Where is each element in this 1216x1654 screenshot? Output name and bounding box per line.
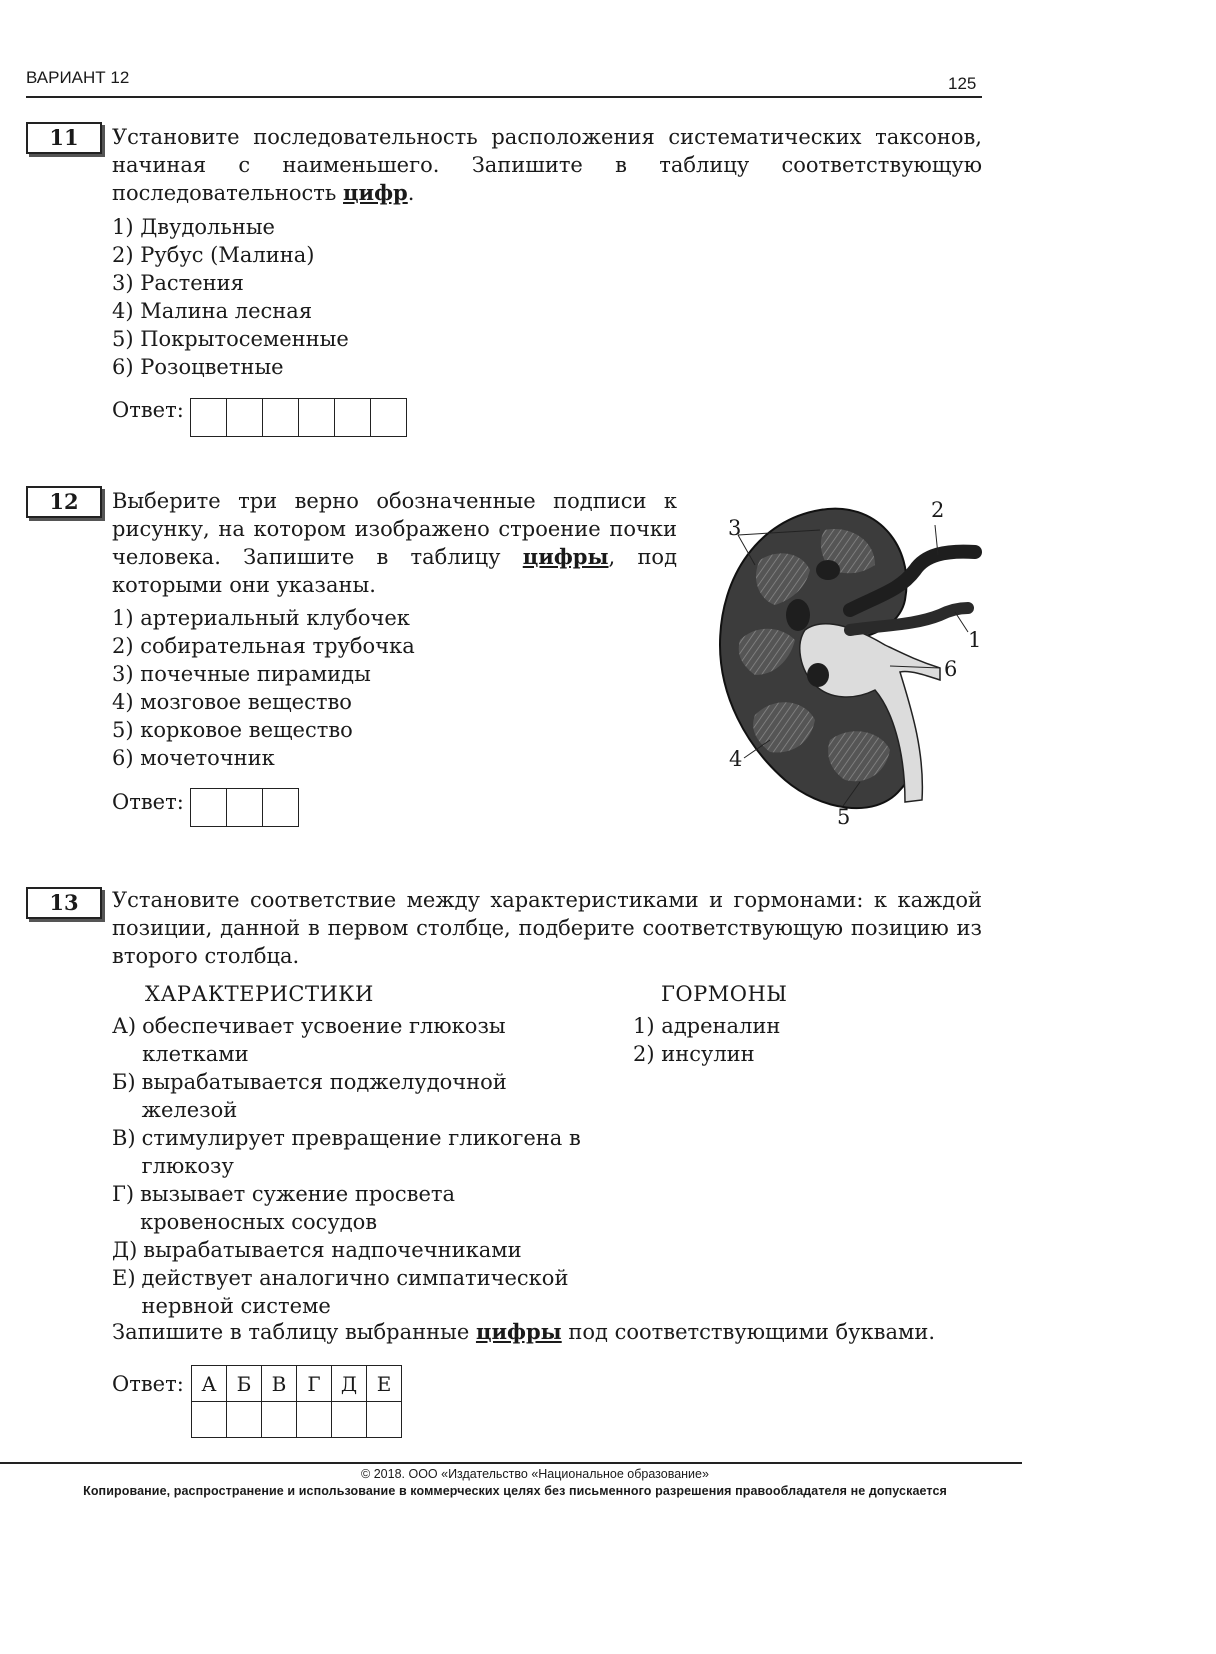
q12-keyword: цифры: [522, 544, 609, 569]
calyx: [816, 560, 840, 580]
table-header-cell: А: [192, 1366, 227, 1402]
list-item: 1) адреналин: [633, 1014, 781, 1038]
hormones-header: ГОРМОНЫ: [661, 982, 788, 1006]
question-number-13: 13: [26, 887, 102, 919]
page-number: 125: [948, 74, 977, 93]
table-header-cell: Д: [332, 1366, 367, 1402]
answer-cell[interactable]: [227, 1402, 262, 1438]
list-item: 6) Розоцветные: [112, 355, 284, 379]
list-item: А) обеспечивает усвоение глюкозы клетками: [112, 1014, 506, 1066]
answer-cell[interactable]: [371, 399, 406, 436]
answer-cell[interactable]: [299, 399, 335, 436]
answer-cell[interactable]: [191, 789, 227, 826]
table-header-cell: Б: [227, 1366, 262, 1402]
list-item: 1) артериальный клубочек: [112, 606, 410, 630]
list-item: 4) мозговое вещество: [112, 690, 352, 714]
table-header-cell: В: [262, 1366, 297, 1402]
list-item: 4) Малина лесная: [112, 299, 313, 323]
answer-cell[interactable]: [367, 1402, 402, 1438]
leader-line: [955, 612, 968, 632]
list-item: Г) вызывает сужение просвета кровеносных сосудов: [112, 1182, 456, 1234]
question-number-12: 12: [26, 486, 102, 518]
q11-options: [112, 213, 349, 381]
figure-label-1: 1: [968, 628, 982, 652]
answer-cell[interactable]: [263, 399, 299, 436]
q13-keyword: цифры: [475, 1319, 562, 1344]
q12-text: Выберите три верно обозначенные подписи к рисунку, на котором изображено строение почки человека. Запишите в таблицу цифры, под которыми они указаны.: [112, 489, 678, 597]
footer-rule: [0, 1462, 1022, 1464]
header-rule: [26, 96, 982, 98]
list-item: 2) Рубус (Малина): [112, 243, 315, 267]
q13-answer-label: Ответ:: [112, 1372, 184, 1396]
list-item: Б) вырабатывается поджелудочной железой: [112, 1070, 507, 1122]
figure-label-2: 2: [931, 498, 945, 522]
list-item: 6) мочеточник: [112, 746, 275, 770]
characteristics-header: ХАРАКТЕРИСТИКИ: [145, 982, 374, 1006]
list-item: Е) действует аналогично симпатической нервной системе: [112, 1266, 569, 1318]
q13-instruction: Запишите в таблицу выбранные цифры под соответствующими буквами.: [112, 1319, 936, 1344]
figure-label-6: 6: [944, 657, 958, 681]
list-item: 2) инсулин: [633, 1042, 755, 1066]
list-item: 5) Покрытосеменные: [112, 327, 349, 351]
answer-cell[interactable]: [332, 1402, 367, 1438]
q12-answer-boxes[interactable]: [190, 788, 299, 827]
q11-text: Установите последовательность расположения систематических таксонов, начиная с наименьшего. Запишите в таблицу соответствующую последовательность цифр.: [112, 125, 982, 205]
table-header-cell: Е: [367, 1366, 402, 1402]
q13-text: Установите соответствие между характеристиками и гормонами: к каждой позиции, данной в первом столбце, подберите соответствующую позицию из второго столбца.: [112, 888, 982, 968]
footer-copyright: © 2018. ООО «Издательство «Национальное образование»: [361, 1467, 709, 1481]
calyx: [786, 599, 810, 631]
figure-label-4: 4: [729, 747, 743, 771]
q12-answer-label: Ответ:: [112, 790, 184, 814]
characteristics-list: [112, 1012, 582, 1320]
q13-answer-table[interactable]: [191, 1365, 402, 1438]
question-number-11: 11: [26, 122, 102, 154]
figure-label-3: 3: [728, 516, 742, 540]
list-item: 3) Растения: [112, 271, 244, 295]
answer-cell[interactable]: [192, 1402, 227, 1438]
figure-label-5: 5: [837, 805, 851, 829]
q11-answer-label: Ответ:: [112, 398, 184, 422]
variant-title: ВАРИАНТ 12: [26, 68, 130, 87]
list-item: Д) вырабатывается надпочечниками: [112, 1238, 522, 1262]
q11-answer-boxes[interactable]: [190, 398, 407, 437]
footer-notice: Копирование, распространение и использование в коммерческих целях без письменного разрешения правообладателя не допускается: [83, 1484, 947, 1498]
hormones-list: [633, 1012, 780, 1068]
q11-keyword: цифр: [343, 180, 408, 205]
table-header-cell: Г: [297, 1366, 332, 1402]
answer-cell[interactable]: [335, 399, 371, 436]
list-item: В) стимулирует превращение гликогена в глюкозу: [112, 1126, 581, 1178]
calyx: [807, 663, 829, 687]
answer-cell[interactable]: [227, 789, 263, 826]
list-item: 3) почечные пирамиды: [112, 662, 371, 686]
answer-cell[interactable]: [227, 399, 263, 436]
answer-cell[interactable]: [263, 789, 298, 826]
answer-cell[interactable]: [262, 1402, 297, 1438]
q12-options: [112, 604, 415, 772]
answer-cell[interactable]: [191, 399, 227, 436]
answer-cell[interactable]: [297, 1402, 332, 1438]
list-item: 2) собирательная трубочка: [112, 634, 415, 658]
list-item: 5) корковое вещество: [112, 718, 353, 742]
list-item: 1) Двудольные: [112, 215, 275, 239]
